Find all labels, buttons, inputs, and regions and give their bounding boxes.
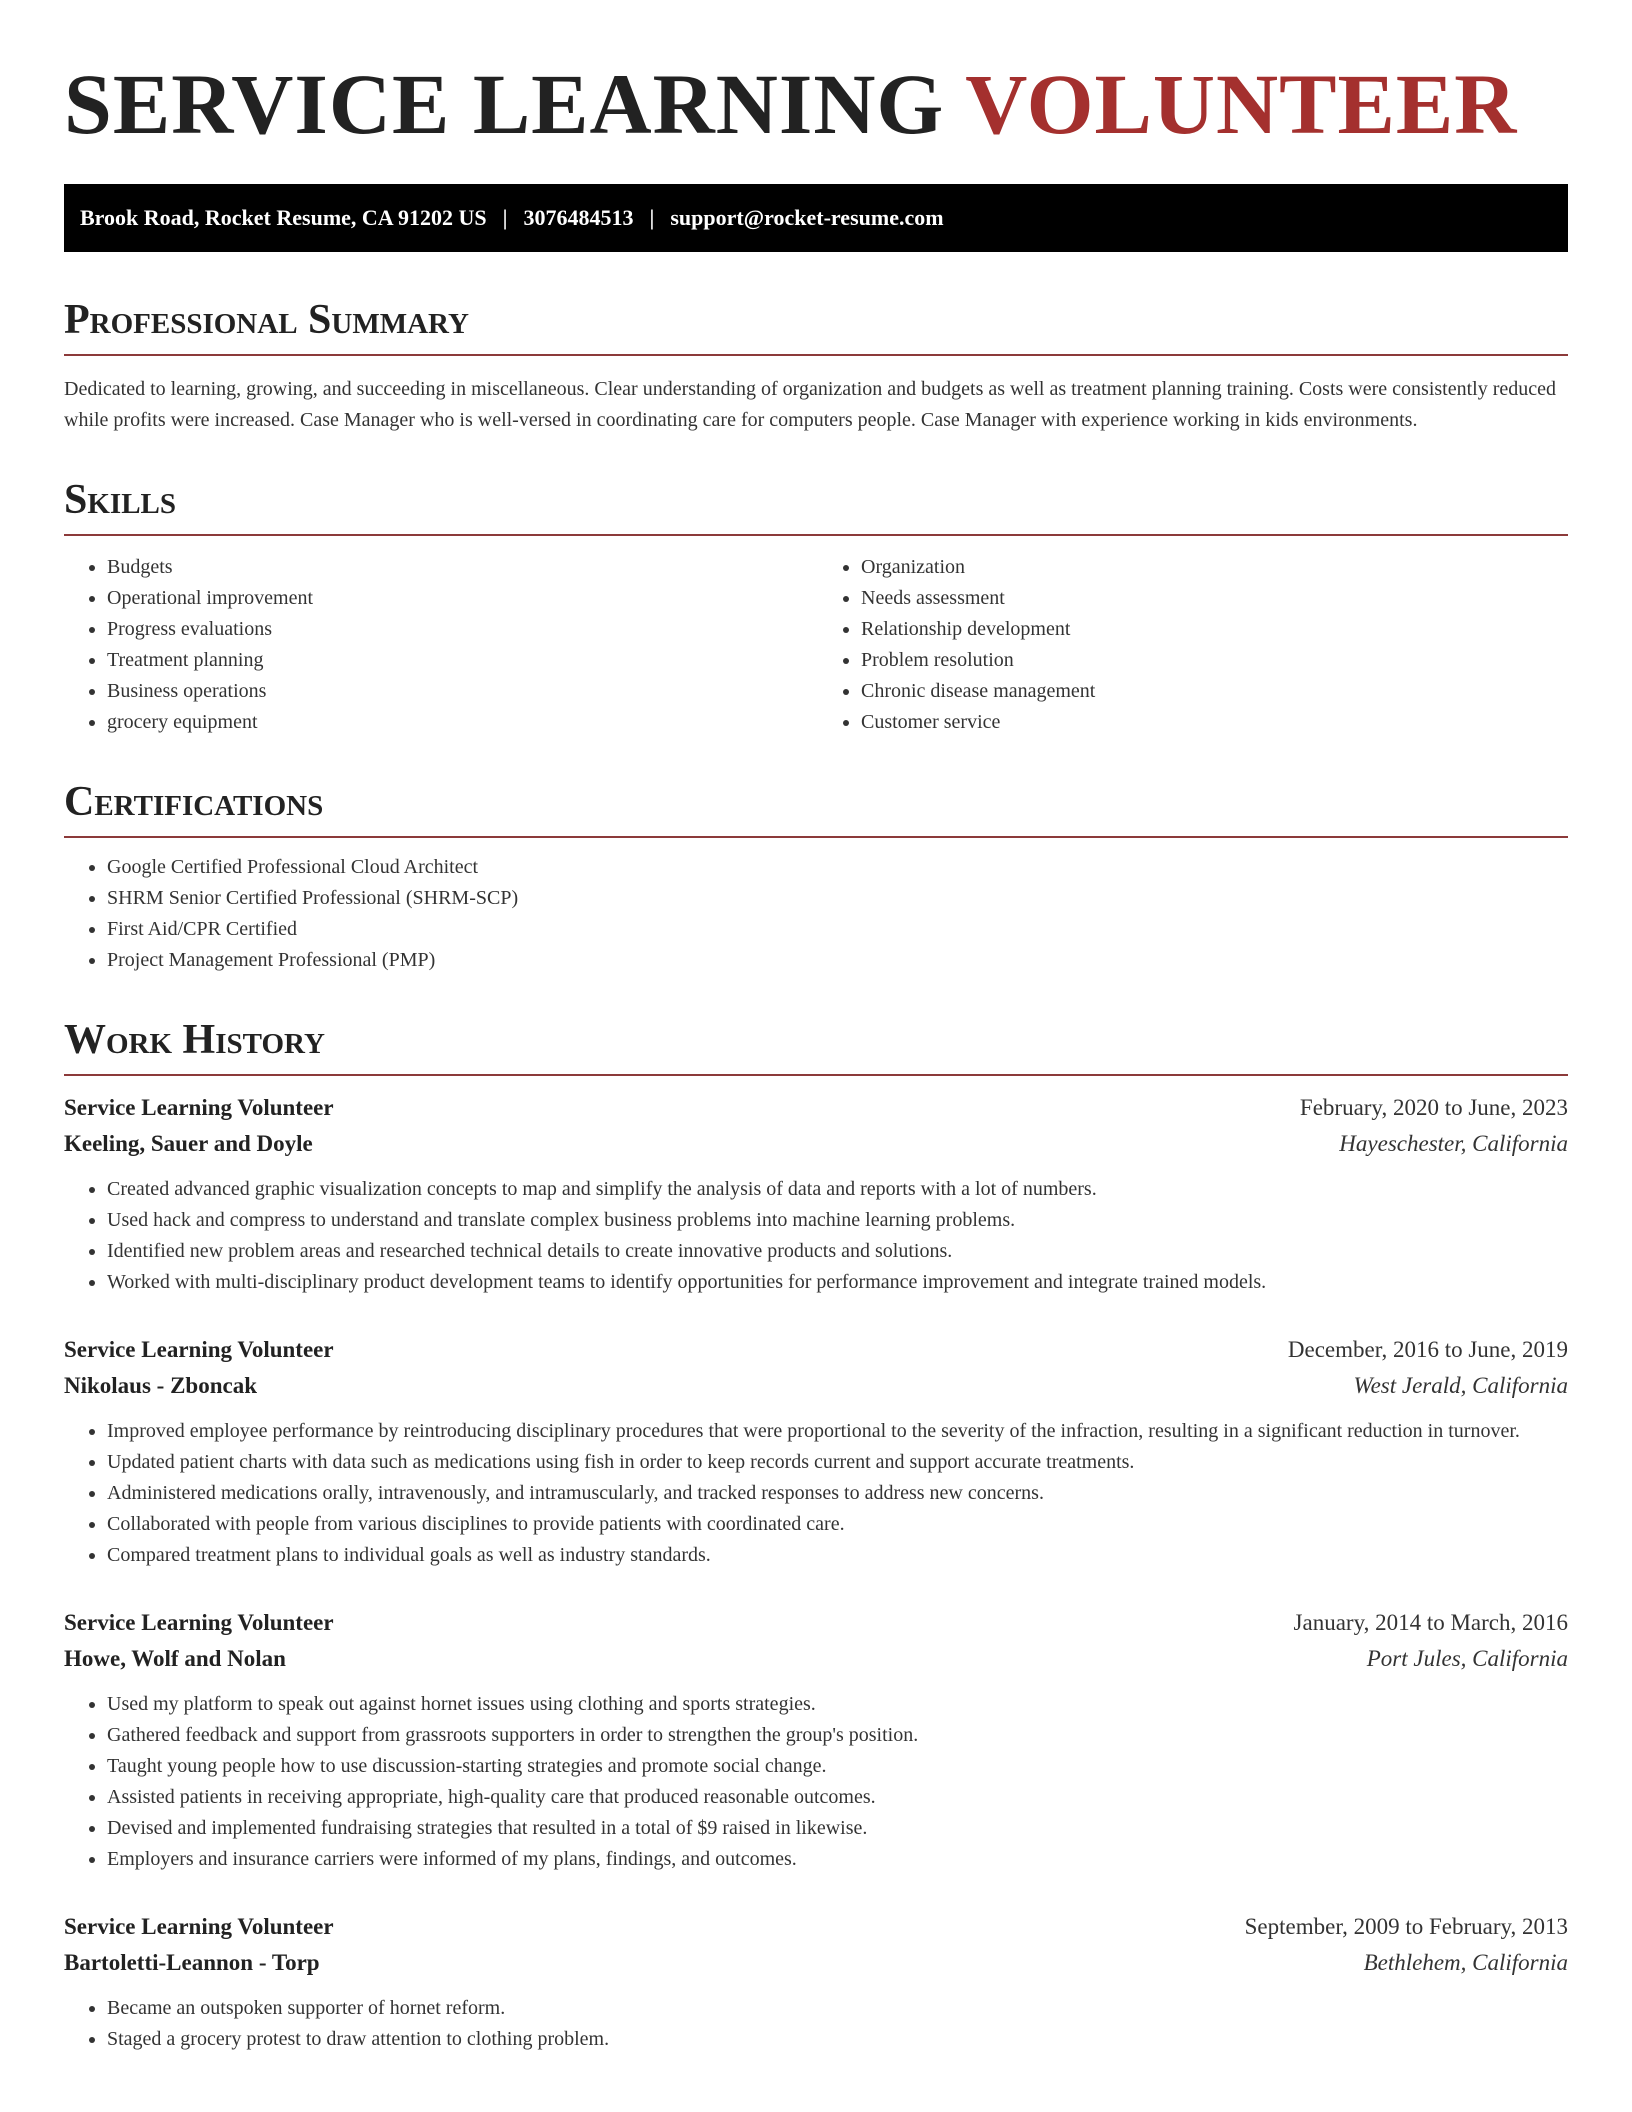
job-bullet: • Became an outspoken supporter of hornet reform. (107, 1993, 1568, 2024)
section-title-skills: Skills (64, 476, 1568, 536)
job-dates: September, 2009 to February, 2013 (1244, 1914, 1568, 1939)
job-entry (64, 1909, 1568, 2055)
job-bullet: • Used hack and compress to understand and translate complex business problems into machine learning problems. (107, 1205, 1568, 1236)
job-entry (64, 1605, 1568, 1875)
job-dates: January, 2014 to March, 2016 (1293, 1610, 1568, 1635)
job-dates: December, 2016 to June, 2019 (1287, 1337, 1568, 1362)
contact-separator: | (502, 205, 508, 230)
contact-bar (64, 184, 1568, 252)
job-company-row (64, 1126, 1568, 1162)
job-entry (64, 1332, 1568, 1571)
job-location: Port Jules, California (1366, 1646, 1568, 1671)
work-history-section (64, 1016, 1568, 2055)
skill-item: • Operational improvement (107, 583, 814, 614)
name-last: VOLUNTEER (965, 56, 1518, 152)
name-first: SERVICE LEARNING (64, 56, 945, 152)
skills-list-right (814, 552, 1568, 738)
contact-address: Brook Road, Rocket Resume, CA 91202 US (80, 205, 487, 230)
skills-section (64, 476, 1568, 738)
job-entry (64, 1090, 1568, 1298)
job-bullet: • Collaborated with people from various disciplines to provide patients with coordinated care. (107, 1509, 1568, 1540)
certification-item: • Google Certified Professional Cloud Architect (107, 852, 1568, 883)
skills-list-left (64, 552, 814, 738)
job-company: Keeling, Sauer and Doyle (64, 1131, 313, 1156)
job-company-row (64, 1368, 1568, 1404)
job-header-row (64, 1909, 1568, 1945)
job-bullets (64, 1174, 1568, 1298)
skill-item: • Needs assessment (861, 583, 1568, 614)
certifications-section (64, 778, 1568, 976)
job-bullet: • Staged a grocery protest to draw attention to clothing problem. (107, 2024, 1568, 2055)
job-header-row (64, 1332, 1568, 1368)
section-title-certifications: Certifications (64, 778, 1568, 838)
job-bullet: • Devised and implemented fundraising strategies that resulted in a total of $9 raised in likewise. (107, 1813, 1568, 1844)
job-bullet: • Employers and insurance carriers were informed of my plans, findings, and outcomes. (107, 1844, 1568, 1875)
job-bullet: • Assisted patients in receiving appropriate, high-quality care that produced reasonable outcomes. (107, 1782, 1568, 1813)
skills-grid (64, 536, 1568, 738)
job-bullet: • Compared treatment plans to individual goals as well as industry standards. (107, 1540, 1568, 1571)
job-location: Bethlehem, California (1363, 1950, 1568, 1975)
job-title: Service Learning Volunteer (64, 1095, 334, 1120)
job-company: Bartoletti-Leannon - Torp (64, 1950, 320, 1975)
skill-item: • Organization (861, 552, 1568, 583)
job-bullet: • Identified new problem areas and researched technical details to create innovative products and solutions. (107, 1236, 1568, 1267)
contact-phone: 3076484513 (523, 205, 634, 230)
skill-item: • Problem resolution (861, 645, 1568, 676)
job-company: Nikolaus - Zboncak (64, 1373, 258, 1398)
job-header-row (64, 1090, 1568, 1126)
contact-email[interactable]: support@rocket-resume.com (670, 205, 944, 230)
job-company-row (64, 1641, 1568, 1677)
job-bullet: • Improved employee performance by reintroducing disciplinary procedures that were proportional to the severity of the infraction, resulting in a significant reduction in turnover. (107, 1416, 1568, 1447)
skill-item: • Progress evaluations (107, 614, 814, 645)
job-bullet: • Updated patient charts with data such as medications using fish in order to keep records current and support accurate treatments. (107, 1447, 1568, 1478)
job-company-row (64, 1945, 1568, 1981)
summary-text: Dedicated to learning, growing, and succeeding in miscellaneous. Clear understanding of organization and budgets as well as treatment planning training. Costs were consistently reduced while profits were increased. Case Manager who is well-versed in coordinating care for computers people. Case Manager with experience working in kids environments. (64, 378, 1556, 431)
section-title-summary: Professional Summary (64, 296, 1568, 356)
section-title-work-history: Work History (64, 1016, 1568, 1076)
skill-item: • Business operations (107, 676, 814, 707)
job-company: Howe, Wolf and Nolan (64, 1646, 286, 1671)
skill-item: • Chronic disease management (861, 676, 1568, 707)
summary-section (64, 296, 1568, 436)
certification-item: • SHRM Senior Certified Professional (SHRM-SCP) (107, 883, 1568, 914)
job-bullet: • Taught young people how to use discussion-starting strategies and promote social change. (107, 1751, 1568, 1782)
job-header-row (64, 1605, 1568, 1641)
certifications-list (64, 852, 1568, 976)
job-title: Service Learning Volunteer (64, 1337, 334, 1362)
certification-item: • First Aid/CPR Certified (107, 914, 1568, 945)
skill-item: • grocery equipment (107, 707, 814, 738)
job-location: West Jerald, California (1353, 1373, 1568, 1398)
skill-item: • Budgets (107, 552, 814, 583)
skill-item: • Treatment planning (107, 645, 814, 676)
job-bullets (64, 1689, 1568, 1875)
job-location: Hayeschester, California (1339, 1131, 1568, 1156)
job-bullets (64, 1416, 1568, 1571)
job-title: Service Learning Volunteer (64, 1914, 334, 1939)
job-bullet: • Used my platform to speak out against hornet issues using clothing and sports strategies. (107, 1689, 1568, 1720)
job-bullet: • Created advanced graphic visualization concepts to map and simplify the analysis of data and reports with a lot of numbers. (107, 1174, 1568, 1205)
job-bullet: • Gathered feedback and support from grassroots supporters in order to strengthen the group's position. (107, 1720, 1568, 1751)
job-title: Service Learning Volunteer (64, 1610, 334, 1635)
skill-item: • Relationship development (861, 614, 1568, 645)
contact-separator: | (649, 205, 655, 230)
certification-item: • Project Management Professional (PMP) (107, 945, 1568, 976)
candidate-name (64, 56, 1568, 152)
job-bullet: • Administered medications orally, intravenously, and intramuscularly, and tracked responses to address new concerns. (107, 1478, 1568, 1509)
skill-item: • Customer service (861, 707, 1568, 738)
job-bullets (64, 1993, 1568, 2055)
job-dates: February, 2020 to June, 2023 (1299, 1095, 1568, 1120)
job-bullet: • Worked with multi-disciplinary product development teams to identify opportunities for performance improvement and integrate trained models. (107, 1267, 1568, 1298)
